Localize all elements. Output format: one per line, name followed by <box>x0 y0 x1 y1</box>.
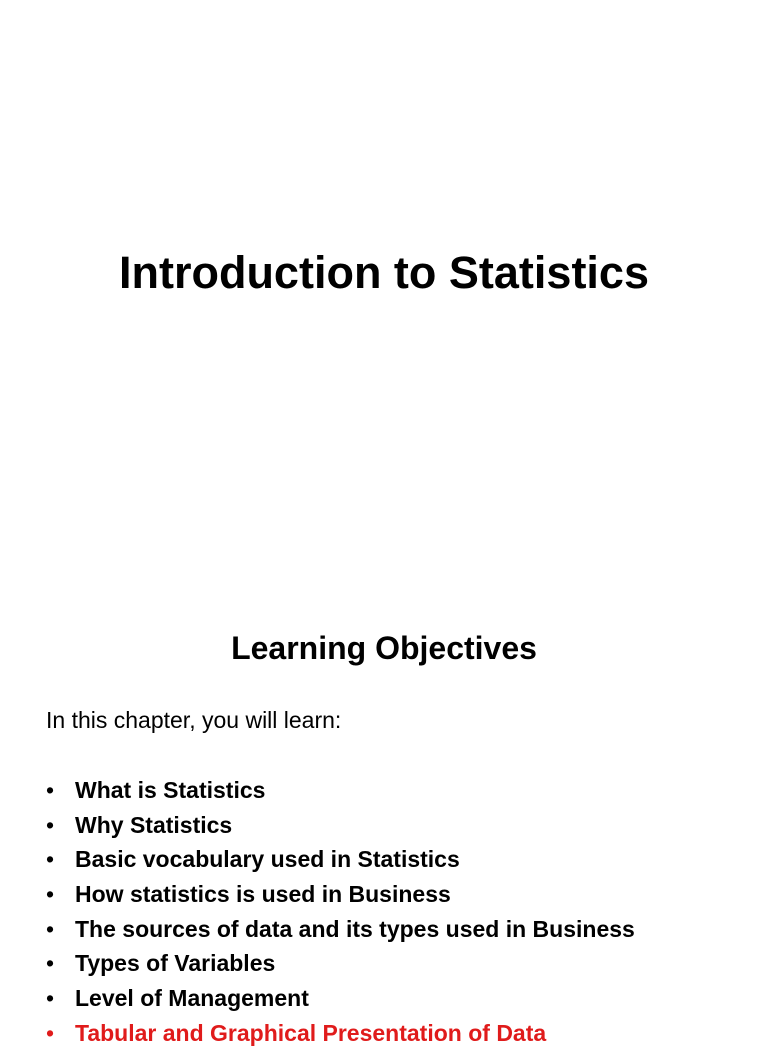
bullet-icon: • <box>46 811 55 838</box>
bullet-icon: • <box>46 915 55 942</box>
intro-text: In this chapter, you will learn: <box>46 707 342 733</box>
learning-objectives-slide <box>0 576 768 1046</box>
objective-item <box>46 773 635 808</box>
section-heading: Learning Objectives <box>231 630 537 666</box>
objective-text: Tabular and Graphical Presentation of Data <box>75 1019 547 1046</box>
bullet-icon: • <box>46 950 55 977</box>
objective-text: Basic vocabulary used in Statistics <box>75 846 460 873</box>
objective-item <box>46 842 635 877</box>
objective-text: Level of Management <box>75 985 309 1012</box>
bullet-icon: • <box>46 881 55 908</box>
objective-item <box>46 877 635 912</box>
objective-item-highlighted <box>46 1016 635 1051</box>
bullet-icon: • <box>46 777 55 803</box>
bullet-icon: • <box>46 846 55 873</box>
objective-list <box>46 773 635 1051</box>
objective-item <box>46 912 635 947</box>
bullet-icon: • <box>46 985 55 1012</box>
objective-item <box>46 946 635 981</box>
slide-title: Introduction to Statistics <box>118 247 649 298</box>
objective-text: The sources of data and its types used in Business <box>75 915 635 942</box>
objective-text: Why Statistics <box>75 811 233 838</box>
objective-item <box>46 981 635 1016</box>
objective-text: How statistics is used in Business <box>75 881 451 908</box>
objective-text: Types of Variables <box>75 950 276 977</box>
objective-text: What is Statistics <box>75 777 266 803</box>
bullet-icon: • <box>46 1019 55 1046</box>
objective-item <box>46 808 635 843</box>
